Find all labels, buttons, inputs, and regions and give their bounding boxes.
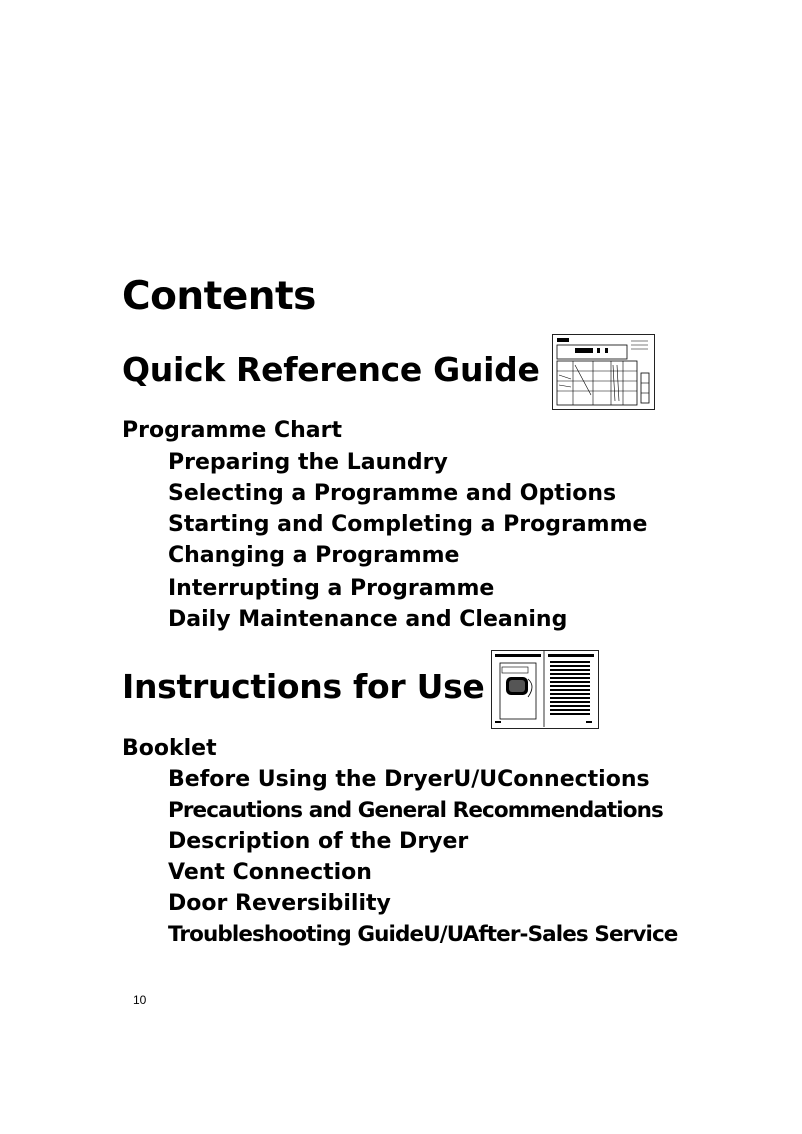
toc-item: Selecting a Programme and Options <box>168 481 617 506</box>
instructions-items-list <box>168 764 678 950</box>
toc-item: Vent Connection <box>168 860 372 885</box>
section-heading-quick-reference-guide: Quick Reference Guide <box>122 350 540 389</box>
toc-item: Troubleshooting GuideU/UAfter-Sales Service <box>168 922 678 947</box>
toc-item: Precautions and General Recommendations <box>168 798 663 823</box>
quick-reference-items-list <box>168 447 647 635</box>
toc-item: Preparing the Laundry <box>168 450 448 475</box>
subsection-heading-booklet: Booklet <box>122 736 217 761</box>
page-title: Contents <box>122 274 316 319</box>
toc-item: Changing a Programme <box>168 543 460 568</box>
toc-item: Door Reversibility <box>168 891 391 916</box>
control-panel-chart-thumbnail-icon <box>552 334 655 410</box>
toc-item: Before Using the DryerU/UConnections <box>168 767 650 792</box>
toc-item: Starting and Completing a Programme <box>168 512 648 537</box>
booklet-thumbnail-icon <box>491 650 599 729</box>
subsection-heading-programme-chart: Programme Chart <box>122 418 342 443</box>
toc-item: Description of the Dryer <box>168 829 469 854</box>
page-number: 10 <box>133 993 147 1007</box>
toc-item: Daily Maintenance and Cleaning <box>168 607 568 632</box>
section-heading-instructions-for-use: Instructions for Use <box>122 667 485 706</box>
toc-item: Interrupting a Programme <box>168 576 495 601</box>
